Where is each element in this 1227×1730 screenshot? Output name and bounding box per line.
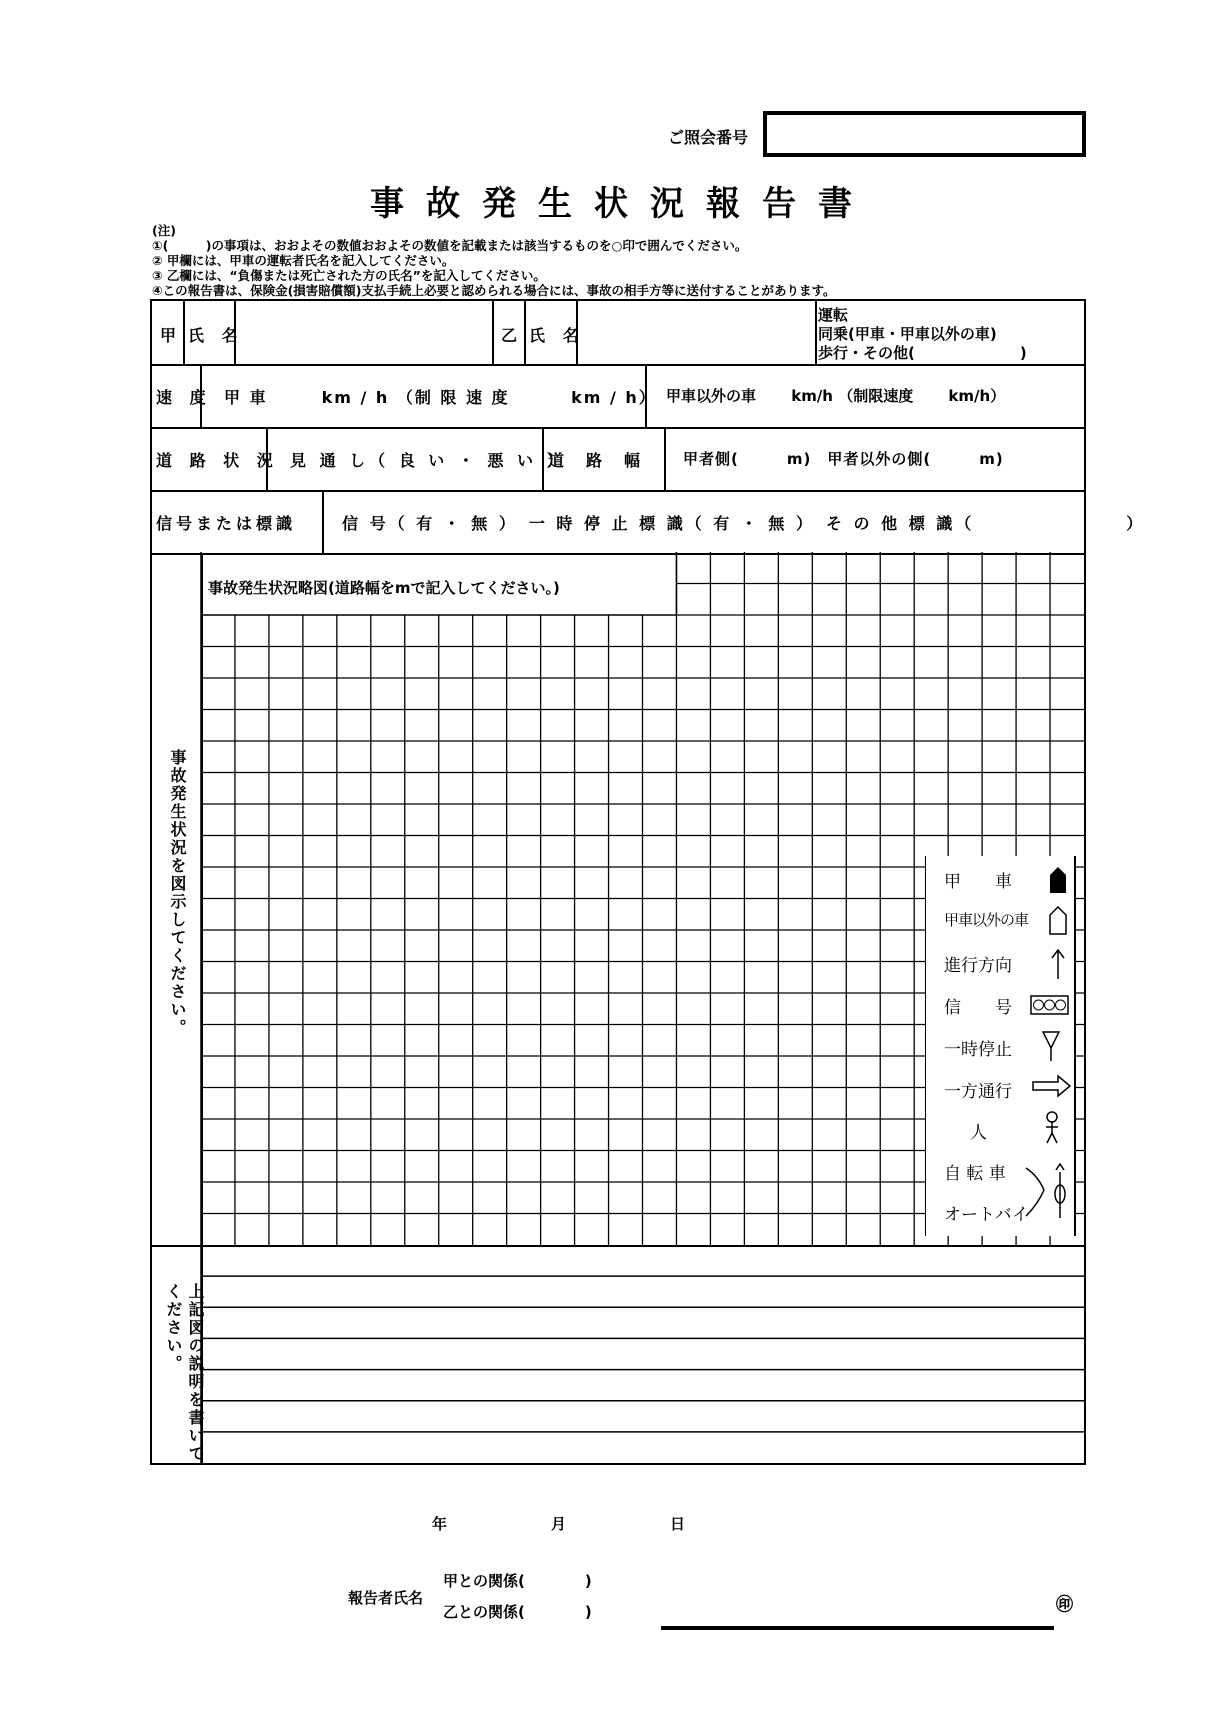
arrow-up-icon <box>1048 948 1068 980</box>
legend-other-car: 甲車以外の車 <box>944 911 1029 929</box>
date-day-label: 日 <box>670 1515 686 1533</box>
ko-name-label: 氏 名 <box>188 326 244 345</box>
legend-stop: 一時停止 <box>944 1040 1012 1060</box>
speed-label: 速 度 <box>156 388 212 407</box>
note-line: ①( )の事項は、おおよその数値おおよその数値を記載または該当するものを○印で囲んでください。 <box>152 238 748 253</box>
traffic-signal-icon <box>1030 994 1070 1016</box>
bicycle-motorbike-icon <box>1024 1162 1068 1220</box>
legend-ko-car: 甲 車 <box>944 872 1012 892</box>
filled-car-icon <box>1048 866 1068 894</box>
page-title: 事故発生状況報告書 <box>370 184 874 224</box>
signature-line[interactable] <box>661 1626 1054 1630</box>
visibility-options[interactable]: 見 通 し（ 良 い ・ 悪 い ） <box>290 451 567 470</box>
speed-ko[interactable]: 甲 車 km / h （制 限 速 度 km / h） <box>224 388 657 407</box>
status-passenger[interactable]: 同乗(甲車・甲車以外の車) <box>818 325 997 343</box>
diagram-side-label: 事故発生状況を図示してください。 <box>168 749 187 1037</box>
date-year-label: 年 <box>432 1515 448 1533</box>
legend <box>925 856 1076 1236</box>
ko-label: 甲 <box>160 326 177 345</box>
road-width-label: 道 路 幅 <box>548 451 644 470</box>
note-line: ④この報告書は、保険金(損害賠償額)支払手続上必要と認められる場合には、事故の相手方等に送付することがあります。 <box>152 283 836 298</box>
legend-motorbike: オートバイ <box>944 1205 1029 1225</box>
outline-car-icon <box>1048 906 1068 936</box>
legend-bicycle: 自 転 車 <box>944 1164 1006 1184</box>
date-month-label: 月 <box>551 1515 567 1533</box>
legend-signal: 信 号 <box>944 998 1012 1018</box>
note-line: (注) <box>152 223 176 238</box>
signal-sign-options[interactable]: 信 号（ 有 ・ 無 ） 一 時 停 止 標 識（ 有 ・ 無 ） そ の 他 標 識（ ） <box>342 514 1146 533</box>
otsu-label: 乙 <box>501 326 518 345</box>
road-width-values[interactable]: 甲者側( m) 甲者以外の側( m) <box>683 450 1004 468</box>
note-line: ② 甲欄には、甲車の運転者氏名を記入してください。 <box>152 253 455 268</box>
note-line: ③ 乙欄には、“負傷または死亡された方の氏名”を記入してください。 <box>152 268 546 283</box>
seal-mark: ㊞ <box>1056 1595 1073 1615</box>
speed-other[interactable]: 甲車以外の車 km/h （制限速度 km/h） <box>666 387 1006 405</box>
legend-one-way: 一方通行 <box>944 1082 1012 1102</box>
one-way-arrow-icon <box>1032 1074 1072 1098</box>
legend-direction: 進行方向 <box>944 956 1012 976</box>
diagram-caption: 事故発生状況略図(道路幅をmで記入してください。) <box>208 579 560 597</box>
status-walking-other[interactable]: 歩行・その他( ) <box>818 344 1027 362</box>
road-condition-label: 道 路 状 況 <box>156 451 279 470</box>
relation-ko[interactable]: 甲との関係( ) <box>443 1572 592 1590</box>
otsu-name-label: 氏 名 <box>529 326 585 345</box>
relation-otsu[interactable]: 乙との関係( ) <box>443 1603 592 1621</box>
signal-sign-label: 信号または標識 <box>156 514 297 533</box>
reference-number-label: ご照会番号 <box>668 128 749 147</box>
stop-sign-icon <box>1042 1030 1060 1062</box>
explanation-side-label: 上記図の説明を書いてください。 <box>164 1283 205 1463</box>
legend-person: 人 <box>970 1123 987 1143</box>
reporter-name-label: 報告者氏名 <box>348 1589 424 1607</box>
person-icon <box>1042 1111 1062 1145</box>
status-driving[interactable]: 運転 <box>818 306 849 324</box>
